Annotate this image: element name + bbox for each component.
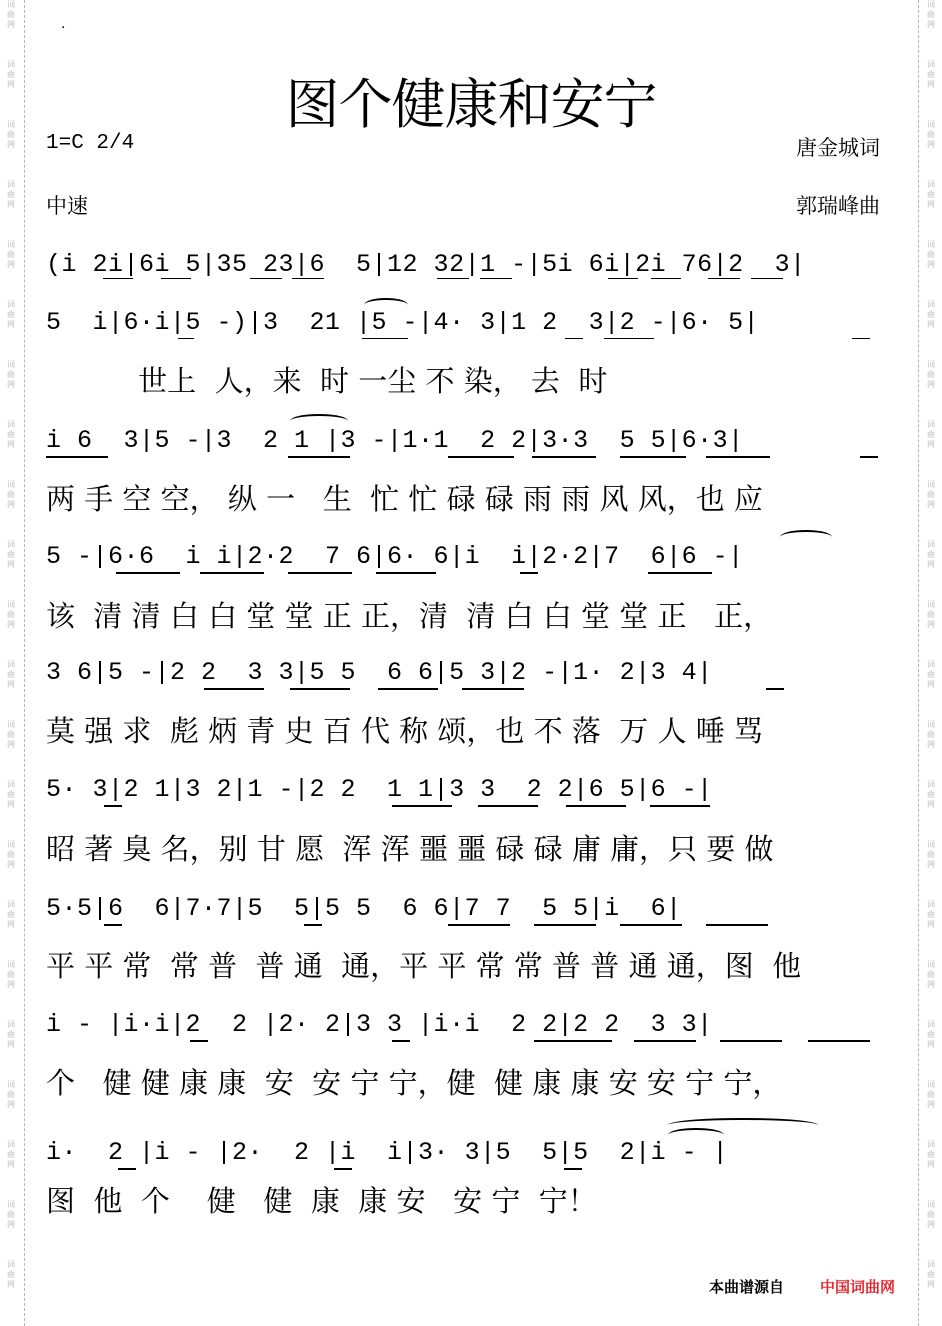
watermark-group	[4, 960, 18, 1020]
watermark-char: 网	[7, 980, 15, 989]
watermark-char: 曲	[927, 730, 935, 739]
watermark-char: 曲	[7, 250, 15, 259]
beam-underline	[620, 924, 682, 926]
watermark-char: 网	[927, 1220, 935, 1229]
watermark-char: 网	[7, 560, 15, 569]
watermark-group	[924, 300, 938, 360]
watermark-char: 词	[927, 540, 935, 549]
watermark-char: 曲	[7, 670, 15, 679]
left-margin-rule	[24, 0, 25, 1326]
beam-underline	[161, 278, 191, 279]
watermark-group	[924, 1080, 938, 1140]
beam-underline	[565, 338, 583, 339]
beam-underline	[204, 688, 264, 690]
watermark-char: 网	[927, 20, 935, 29]
watermark-char: 词	[927, 1260, 935, 1269]
stray-dot: ·	[61, 20, 66, 36]
beam-underline	[860, 456, 878, 458]
beam-underline	[608, 278, 638, 279]
beam-underline	[650, 805, 710, 807]
watermark-char: 网	[927, 1040, 935, 1049]
beam-underline	[376, 572, 436, 574]
watermark-char: 曲	[927, 10, 935, 19]
watermark-char: 网	[927, 140, 935, 149]
beam-underline	[706, 924, 768, 926]
beam-underline	[478, 805, 538, 807]
watermark-group	[4, 720, 18, 780]
watermark-char: 网	[7, 920, 15, 929]
beam-underline	[290, 688, 350, 690]
watermark-char: 曲	[7, 1030, 15, 1039]
watermark-char: 网	[927, 1100, 935, 1109]
watermark-group	[4, 540, 18, 600]
watermark-char: 词	[7, 540, 15, 549]
beam-underline	[520, 572, 538, 574]
watermark-char: 网	[7, 800, 15, 809]
beam-underline	[708, 278, 740, 279]
watermark-char: 词	[7, 1140, 15, 1149]
watermark-group	[924, 420, 938, 480]
watermark-char: 网	[7, 620, 15, 629]
watermark-char: 曲	[7, 1210, 15, 1219]
watermark-group	[4, 360, 18, 420]
lyric-row: 该 清 清 白 白 堂 堂 正 正，清 清 白 白 堂 堂 正 正，	[46, 599, 773, 633]
watermark-char: 曲	[927, 490, 935, 499]
watermark-char: 词	[927, 600, 935, 609]
watermark-char: 曲	[7, 490, 15, 499]
watermark-char: 曲	[7, 970, 15, 979]
watermark-char: 词	[927, 480, 935, 489]
watermark-char: 词	[927, 0, 935, 9]
watermark-char: 词	[927, 720, 935, 729]
watermark-char: 曲	[927, 850, 935, 859]
beam-underline	[104, 924, 122, 926]
watermark-char: 网	[7, 1220, 15, 1229]
watermark-group	[4, 300, 18, 360]
lyric-row: 图 他 个 健 健 康 康 安 安 宁 宁！	[46, 1184, 597, 1218]
watermark-char: 网	[927, 440, 935, 449]
watermark-char: 词	[927, 180, 935, 189]
watermark-char: 曲	[7, 430, 15, 439]
watermark-char: 曲	[927, 910, 935, 919]
watermark-char: 网	[927, 980, 935, 989]
watermark-char: 网	[7, 320, 15, 329]
watermark-char: 词	[927, 1020, 935, 1029]
watermark-char: 曲	[7, 790, 15, 799]
watermark-char: 词	[7, 360, 15, 369]
watermark-char: 网	[927, 680, 935, 689]
lyric-row: 昭 著 臭 名，别 甘 愿 浑 浑 噩 噩 碌 碌 庸 庸，只 要 做	[46, 832, 774, 866]
watermark-char: 曲	[927, 1030, 935, 1039]
watermark-group	[4, 780, 18, 840]
watermark-group	[924, 240, 938, 300]
watermark-group	[924, 600, 938, 660]
watermark-char: 曲	[927, 70, 935, 79]
watermark-char: 曲	[927, 430, 935, 439]
watermark-group	[4, 420, 18, 480]
watermark-group	[924, 780, 938, 840]
watermark-char: 曲	[927, 970, 935, 979]
watermark-char: 曲	[927, 1210, 935, 1219]
watermark-char: 曲	[7, 70, 15, 79]
watermark-char: 网	[7, 1160, 15, 1169]
watermark-char: 曲	[7, 370, 15, 379]
watermark-char: 曲	[7, 610, 15, 619]
watermark-group	[924, 0, 938, 60]
watermark-char: 词	[7, 240, 15, 249]
beam-underline	[808, 1040, 870, 1042]
beam-underline	[706, 456, 770, 458]
watermark-char: 词	[7, 0, 15, 9]
beam-underline	[532, 456, 596, 458]
notation-row: 5 i|6·i|5 -)|3 21 |5 -|4· 3|1 2 3|2 -|6· 5|	[46, 308, 760, 337]
watermark-char: 网	[7, 260, 15, 269]
watermark-group	[4, 1140, 18, 1200]
watermark-char: 词	[7, 1020, 15, 1029]
watermark-char: 词	[7, 720, 15, 729]
watermark-char: 曲	[7, 730, 15, 739]
watermark-char: 曲	[7, 1150, 15, 1159]
beam-underline	[648, 572, 712, 574]
watermark-char: 曲	[7, 10, 15, 19]
site-link[interactable]: 中国词曲网	[820, 1278, 896, 1296]
slur-mark	[364, 298, 408, 312]
watermark-group	[924, 360, 938, 420]
watermark-char: 曲	[7, 190, 15, 199]
notation-row: i - |i·i|2 2 |2· 2|3 3 |i·i 2 2|2 2 3 3|	[46, 1010, 713, 1039]
watermark-group	[4, 840, 18, 900]
beam-underline	[292, 278, 324, 279]
watermark-group	[924, 1200, 938, 1260]
beam-underline	[334, 1168, 352, 1170]
notation-row: i· 2 |i - |2· 2 |i i|3· 3|5 5|5 2|i - |	[46, 1138, 729, 1167]
watermark-group	[924, 1020, 938, 1080]
watermark-char: 曲	[927, 1150, 935, 1159]
watermark-char: 词	[927, 660, 935, 669]
watermark-char: 网	[7, 740, 15, 749]
watermark-char: 网	[7, 1100, 15, 1109]
footer	[0, 1276, 942, 1300]
watermark-char: 曲	[7, 310, 15, 319]
slur-mark	[780, 530, 832, 544]
watermark-group	[924, 1140, 938, 1200]
lyricist-credit: 唐金城词	[796, 136, 880, 160]
beam-underline	[480, 278, 512, 279]
lyric-row: 平 平 常 常 普 普 通 通，平 平 常 常 普 普 通 通，图 他	[46, 949, 802, 983]
lyric-row: 两 手 空 空， 纵 一 生 忙 忙 碌 碌 雨 雨 风 风，也 应	[46, 482, 763, 516]
watermark-char: 网	[927, 560, 935, 569]
watermark-char: 词	[7, 960, 15, 969]
watermark-char: 词	[927, 1080, 935, 1089]
watermark-char: 词	[7, 180, 15, 189]
watermark-group	[4, 1200, 18, 1260]
watermark-char: 网	[7, 140, 15, 149]
watermark-char: 词	[927, 420, 935, 429]
watermark-char: 曲	[927, 610, 935, 619]
beam-underline	[564, 1168, 582, 1170]
beam-underline	[304, 924, 322, 926]
watermark-group	[4, 1080, 18, 1140]
watermark-char: 网	[927, 860, 935, 869]
beam-underline	[200, 572, 264, 574]
beam-underline	[534, 924, 596, 926]
beam-underline	[720, 1040, 782, 1042]
watermark-group	[924, 720, 938, 780]
watermark-group	[924, 540, 938, 600]
beam-underline	[104, 805, 122, 807]
slur-mark	[290, 414, 348, 428]
watermark-char: 网	[7, 500, 15, 509]
beam-underline	[118, 1168, 136, 1170]
watermark-char: 词	[927, 240, 935, 249]
watermark-char: 词	[927, 1200, 935, 1209]
watermark-char: 网	[7, 200, 15, 209]
notation-row: 5 -|6·6 i i|2·2 7 6|6· 6|i i|2·2|7 6|6 -|	[46, 542, 744, 571]
watermark-char: 词	[927, 900, 935, 909]
watermark-char: 曲	[927, 1090, 935, 1099]
watermark-char: 词	[7, 1080, 15, 1089]
watermark-char: 词	[7, 420, 15, 429]
watermark-group	[4, 660, 18, 720]
watermark-char: 词	[7, 660, 15, 669]
notation-row: 3 6|5 -|2 2 3 3|5 5 6 6|5 3|2 -|1· 2|3 4|	[46, 658, 713, 687]
beam-underline	[392, 1040, 410, 1042]
beam-underline	[566, 805, 626, 807]
watermark-char: 曲	[7, 910, 15, 919]
watermark-char: 曲	[927, 190, 935, 199]
watermark-char: 网	[927, 1160, 935, 1169]
beam-underline	[288, 572, 352, 574]
beam-underline	[250, 278, 282, 279]
right-watermark-column	[924, 0, 938, 1320]
watermark-char: 词	[927, 960, 935, 969]
watermark-char: 曲	[927, 670, 935, 679]
watermark-char: 网	[927, 320, 935, 329]
watermark-group	[924, 660, 938, 720]
notation-row: 5· 3|2 1|3 2|1 -|2 2 1 1|3 3 2 2|6 5|6 -|	[46, 775, 713, 804]
watermark-group	[924, 960, 938, 1020]
watermark-group	[4, 0, 18, 60]
watermark-char: 网	[927, 260, 935, 269]
beam-underline	[190, 1040, 208, 1042]
watermark-char: 网	[7, 1280, 15, 1289]
watermark-char: 曲	[927, 550, 935, 559]
watermark-group	[4, 480, 18, 540]
beam-underline	[437, 278, 469, 279]
watermark-group	[4, 240, 18, 300]
watermark-char: 网	[7, 680, 15, 689]
watermark-group	[4, 600, 18, 660]
watermark-char: 网	[927, 500, 935, 509]
watermark-char: 网	[927, 620, 935, 629]
watermark-char: 词	[7, 60, 15, 69]
beam-underline	[751, 278, 783, 279]
watermark-char: 网	[927, 1280, 935, 1289]
beam-underline	[534, 1040, 612, 1042]
beam-underline	[448, 924, 510, 926]
watermark-char: 词	[7, 300, 15, 309]
watermark-group	[924, 180, 938, 240]
watermark-char: 网	[927, 80, 935, 89]
watermark-char: 曲	[7, 550, 15, 559]
key-signature: 1=C 2/4	[46, 132, 135, 155]
watermark-char: 网	[927, 740, 935, 749]
source-label: 本曲谱源自	[709, 1278, 785, 1296]
watermark-char: 曲	[927, 310, 935, 319]
beam-underline	[448, 456, 514, 458]
composer-credit: 郭瑞峰曲	[796, 194, 880, 218]
watermark-char: 词	[7, 120, 15, 129]
left-watermark-column	[4, 0, 18, 1320]
watermark-char: 词	[927, 120, 935, 129]
watermark-char: 曲	[7, 850, 15, 859]
watermark-char: 网	[927, 380, 935, 389]
beam-underline	[46, 456, 108, 458]
notation-row: (i 2i|6i 5|35 23|6 5|12 32|1 -|5i 6i|2i 76|2 3|	[46, 250, 806, 279]
watermark-char: 网	[927, 200, 935, 209]
watermark-char: 词	[927, 1140, 935, 1149]
beam-underline	[116, 572, 180, 574]
lyric-row: 个 健 健 康 康 安 安 宁 宁，健 健 康 康 安 安 宁 宁，	[46, 1066, 782, 1100]
watermark-char: 词	[927, 300, 935, 309]
watermark-char: 词	[7, 1260, 15, 1269]
lyric-row: 世上 人，来 时 一尘 不 染， 去 时	[46, 364, 608, 398]
watermark-char: 词	[7, 900, 15, 909]
watermark-group	[924, 840, 938, 900]
watermark-char: 网	[7, 440, 15, 449]
watermark-group	[4, 900, 18, 960]
beam-underline	[852, 338, 870, 339]
beam-underline	[620, 456, 686, 458]
watermark-char: 曲	[927, 370, 935, 379]
beam-underline	[392, 805, 452, 807]
watermark-char: 词	[927, 780, 935, 789]
watermark-char: 网	[7, 380, 15, 389]
watermark-char: 网	[7, 20, 15, 29]
watermark-char: 词	[7, 780, 15, 789]
watermark-char: 曲	[7, 1270, 15, 1279]
watermark-char: 曲	[7, 1090, 15, 1099]
watermark-char: 曲	[7, 130, 15, 139]
watermark-char: 词	[927, 360, 935, 369]
watermark-char: 词	[7, 840, 15, 849]
beam-underline	[378, 688, 438, 690]
watermark-char: 网	[7, 860, 15, 869]
lyric-row: 莫 强 求 彪 炳 青 史 百 代 称 颂，也 不 落 万 人 唾 骂	[46, 714, 763, 748]
watermark-group	[4, 180, 18, 240]
watermark-char: 词	[927, 840, 935, 849]
beam-underline	[634, 1040, 696, 1042]
watermark-char: 曲	[927, 130, 935, 139]
beam-underline	[362, 338, 408, 339]
watermark-char: 网	[7, 80, 15, 89]
beam-underline	[651, 278, 681, 279]
beam-underline	[604, 338, 654, 339]
watermark-char: 曲	[927, 1270, 935, 1279]
watermark-char: 词	[7, 1200, 15, 1209]
watermark-char: 网	[927, 800, 935, 809]
watermark-char: 词	[7, 480, 15, 489]
beam-underline	[766, 688, 784, 690]
beam-underline	[103, 278, 133, 279]
watermark-char: 词	[927, 60, 935, 69]
watermark-char: 词	[7, 600, 15, 609]
watermark-group	[4, 1020, 18, 1080]
right-margin-rule	[918, 0, 919, 1326]
beam-underline	[462, 688, 524, 690]
notation-row: i 6 3|5 -|3 2 1 |3 -|1·1 2 2|3·3 5 5|6·3|	[46, 426, 744, 455]
watermark-char: 曲	[927, 250, 935, 259]
beam-underline	[178, 338, 194, 339]
watermark-char: 网	[7, 1040, 15, 1049]
tempo-marking: 中速	[46, 194, 88, 218]
watermark-group	[924, 900, 938, 960]
notation-row: 5·5|6 6|7·7|5 5|5 5 6 6|7 7 5 5|i 6|	[46, 894, 682, 923]
watermark-char: 网	[927, 920, 935, 929]
tie-mark	[668, 1128, 724, 1142]
watermark-char: 曲	[927, 790, 935, 799]
song-title: 图个健康和安宁	[285, 73, 657, 136]
beam-underline	[288, 456, 350, 458]
watermark-group	[924, 480, 938, 540]
